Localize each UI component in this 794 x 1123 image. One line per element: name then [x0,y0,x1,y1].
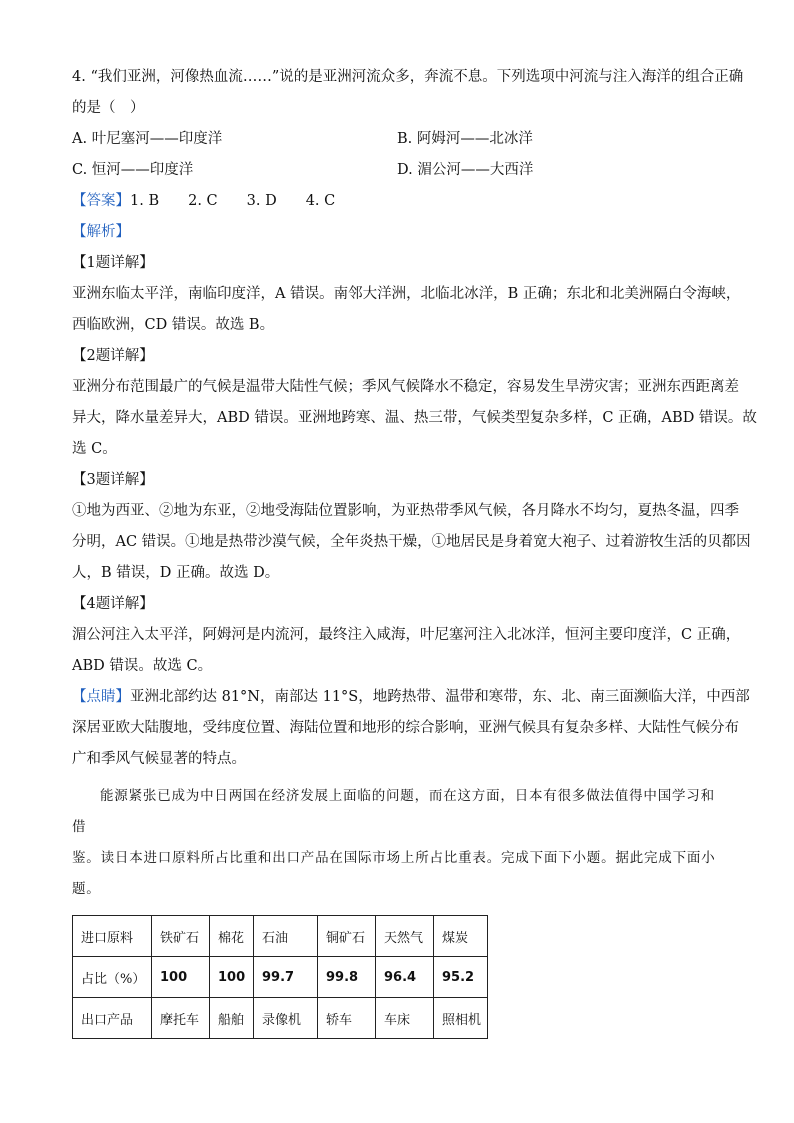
table-row [73,957,488,998]
detail-2-text: 异大，降水量差异大，ABD 错误。亚洲地跨寒、温、热三带，气候类型复杂多样，C 正确，ABD 错误。故 [72,410,757,426]
detail-1-head: 【1题详解】 [72,255,154,271]
detail-1-text: 西临欧洲，CD 错误。故选 B。 [72,317,275,333]
document-page [72,62,757,1039]
table-cell: 99.8 [318,957,376,998]
detail-2-head: 【2题详解】 [72,348,154,364]
answer-tag: 【答案】 [72,193,130,209]
table-row [73,998,488,1039]
table-cell: 车床 [376,998,434,1039]
tip-text: 广和季风气候显著的特点。 [72,751,246,767]
option-a: A. 叶尼塞河——印度洋 [72,131,223,147]
detail-1-text: 亚洲东临太平洋，南临印度洋，A 错误。南邻大洋洲，北临北冰洋，B 正确；东北和北美洲隔白令海峡， [72,286,741,302]
question-4-stem: 4. “我们亚洲，河像热血流……”说的是亚洲河流众多，奔流不息。下列选项中河流与注入海洋的组合正确 [72,69,744,85]
table-cell: 99.7 [254,957,318,998]
table-cell: 出口产品 [73,998,152,1039]
detail-3-text: 人，B 错误，D 正确。故选 D。 [72,565,280,581]
table-cell: 铁矿石 [152,916,210,957]
option-c: C. 恒河——印度洋 [72,162,194,178]
table-row [73,916,488,957]
next-question-intro: 能源紧张已成为中日两国在经济发展上面临的问题，而在这方面，日本有很多做法值得中国学习和借 [72,788,715,835]
detail-4-text: 湄公河注入太平洋，阿姆河是内流河，最终注入咸海，叶尼塞河注入北冰洋，恒河主要印度洋，C 正确， [72,627,741,643]
table-cell: 煤炭 [434,916,488,957]
options-row [72,124,722,155]
answer-text: 1. B 2. C 3. D 4. C [130,193,336,209]
option-d: D. 湄公河——大西洋 [397,162,534,178]
table-cell: 棉花 [210,916,254,957]
detail-3-head: 【3题详解】 [72,472,154,488]
detail-4-head: 【4题详解】 [72,596,154,612]
analysis-tag: 【解析】 [72,224,130,240]
question-4-stem-cont: 的是（ ） [72,100,145,116]
detail-3-text: 分明，AC 错误。①地是热带沙漠气候，全年炎热干燥，①地居民是身着宽大袍子、过着游牧生活的贝都因 [72,534,751,550]
table-cell: 96.4 [376,957,434,998]
table-cell: 进口原料 [73,916,152,957]
detail-2-text: 选 C。 [72,441,117,457]
table-cell: 船舶 [210,998,254,1039]
table-cell: 100 [152,957,210,998]
tip-line [72,682,750,713]
next-question-intro: 题。 [72,881,101,897]
options-row [72,155,722,186]
tip-text: 亚洲北部约达 81°N，南部达 11°S，地跨热带、温带和寒带，东、北、南三面濒临大洋，中西部 [130,689,750,705]
answer-line [72,186,722,217]
detail-4-text: ABD 错误。故选 C。 [72,658,213,674]
tip-tag: 【点睛】 [72,689,130,705]
table-cell: 占比（%） [73,957,152,998]
table-cell: 录像机 [254,998,318,1039]
table-cell: 照相机 [434,998,488,1039]
option-b: B. 阿姆河——北冰洋 [397,131,533,147]
import-export-table [72,915,488,1039]
table-cell: 摩托车 [152,998,210,1039]
table-cell: 天然气 [376,916,434,957]
table-cell: 95.2 [434,957,488,998]
next-question-intro: 鉴。读日本进口原料所占比重和出口产品在国际市场上所占比重表。完成下面下小题。据此完成下面小 [72,850,716,866]
table-cell: 铜矿石 [318,916,376,957]
detail-3-text: ①地为西亚、②地为东亚，②地受海陆位置影响，为亚热带季风气候，各月降水不均匀，夏热冬温，四季 [72,503,739,519]
detail-2-text: 亚洲分布范围最广的气候是温带大陆性气候；季风气候降水不稳定，容易发生旱涝灾害；亚洲东西距离差 [72,379,739,395]
table-cell: 100 [210,957,254,998]
table-cell: 石油 [254,916,318,957]
tip-text: 深居亚欧大陆腹地，受纬度位置、海陆位置和地形的综合影响，亚洲气候具有复杂多样、大陆性气候分布 [72,720,739,736]
table-cell: 轿车 [318,998,376,1039]
